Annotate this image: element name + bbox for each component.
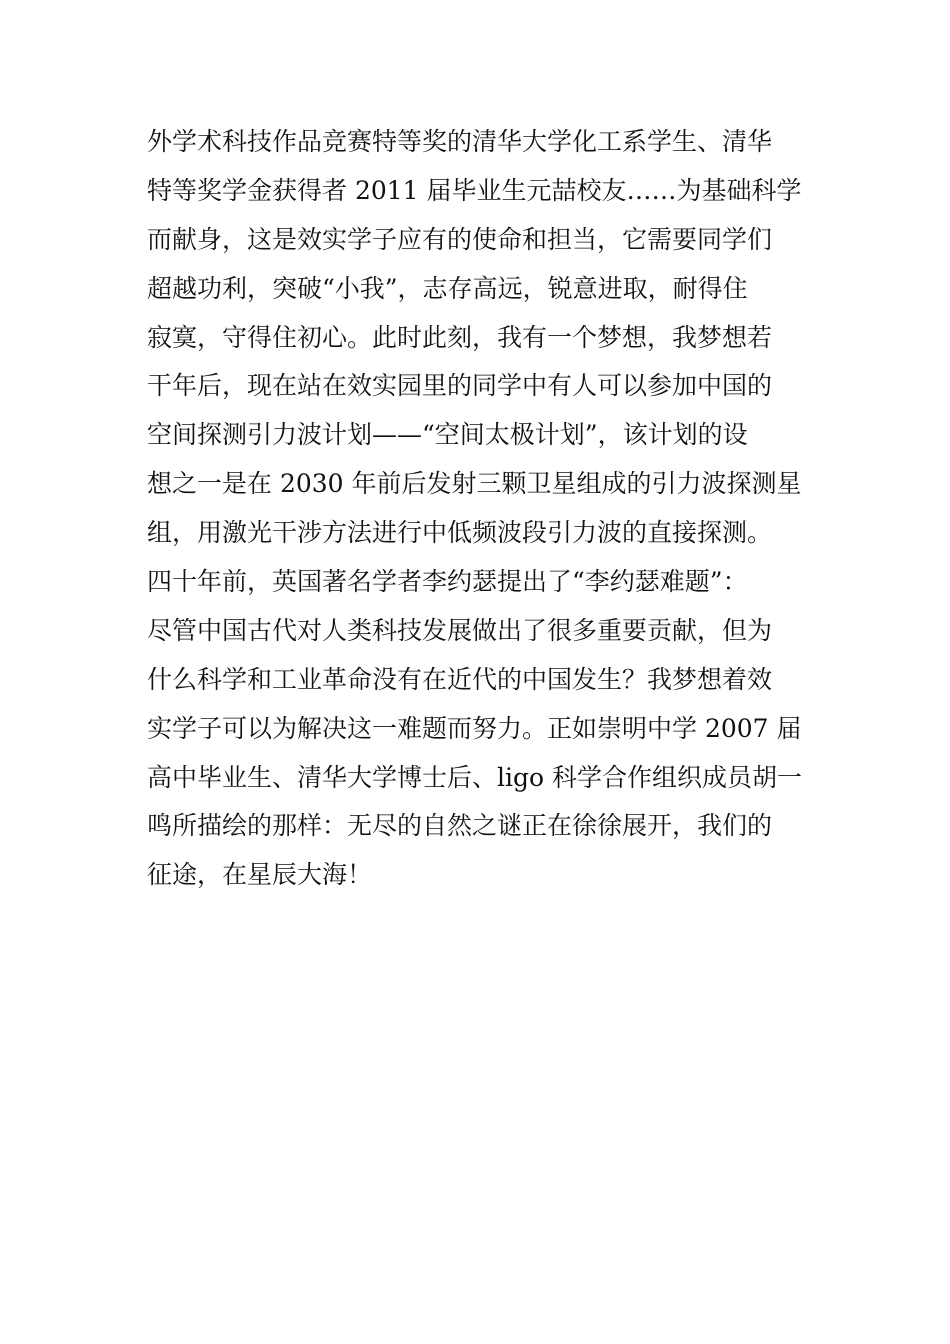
body-paragraph xyxy=(147,118,817,900)
text-line: 征途，在星辰大海！ xyxy=(147,860,373,890)
text-line: 实学子可以为解决这一难题而努力。正如崇明中学 2007 届 xyxy=(147,713,802,743)
text-line: 超越功利，突破“小我”，志存高远，锐意进取，耐得住 xyxy=(147,273,748,303)
text-line: 四十年前，英国著名学者李约瑟提出了“李约瑟难题”： xyxy=(147,567,748,597)
text-line: 空间探测引力波计划——“空间太极计划”，该计划的设 xyxy=(147,420,748,450)
text-line: 组，用激光干涉方法进行中低频波段引力波的直接探测。 xyxy=(147,518,773,548)
text-line: 干年后，现在站在效实园里的同学中有人可以参加中国的 xyxy=(147,371,773,401)
text-line: 寂寞，守得住初心。此时此刻，我有一个梦想，我梦想若 xyxy=(147,322,773,352)
text-line: 鸣所描绘的那样：无尽的自然之谜正在徐徐展开，我们的 xyxy=(147,811,773,841)
text-line: 高中毕业生、清华大学博士后、ligo 科学合作组织成员胡一 xyxy=(147,762,802,792)
text-line: 特等奖学金获得者 2011 届毕业生元喆校友……为基础科学 xyxy=(147,175,802,205)
text-line: 想之一是在 2030 年前后发射三颗卫星组成的引力波探测星 xyxy=(147,469,802,499)
text-line: 而献身，这是效实学子应有的使命和担当，它需要同学们 xyxy=(147,224,773,254)
text-line: 尽管中国古代对人类科技发展做出了很多重要贡献，但为 xyxy=(147,615,773,645)
text-line: 外学术科技作品竞赛特等奖的清华大学化工系学生、清华 xyxy=(147,127,773,156)
text-line: 什么科学和工业革命没有在近代的中国发生？我梦想着效 xyxy=(147,664,773,694)
